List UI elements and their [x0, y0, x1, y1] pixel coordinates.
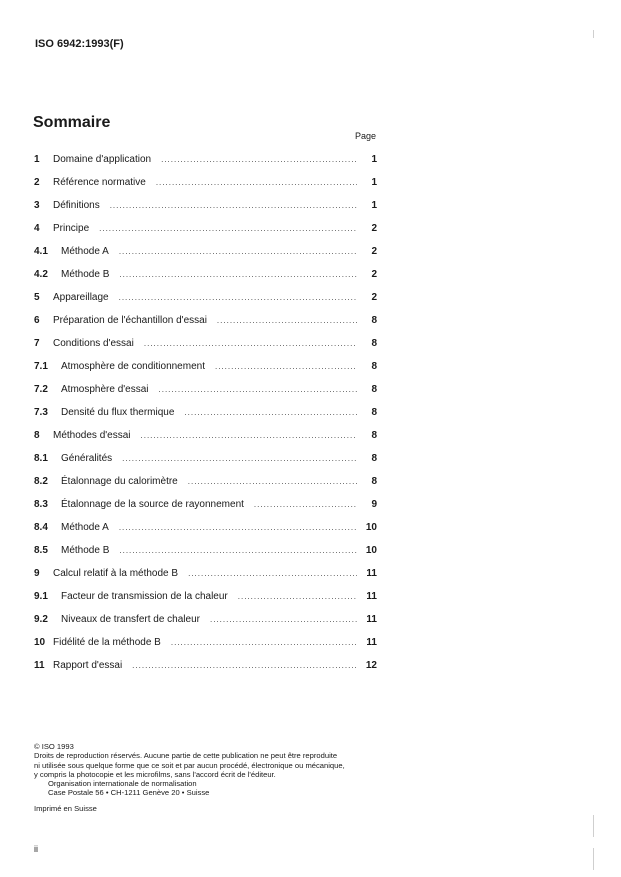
toc-entry-page: 11 [366, 614, 377, 625]
toc-dot-leader [119, 263, 357, 286]
toc-entry-page: 1 [371, 154, 377, 165]
organisation-address: Case Postale 56 • CH-1211 Genève 20 • Suisse [48, 788, 210, 798]
toc-entry-number: 9.2 [34, 614, 48, 625]
toc-entry-number: 1 [34, 154, 40, 165]
toc-entry-page: 2 [371, 246, 377, 257]
toc-entry-number: 4 [34, 223, 40, 234]
toc-entry-page: 8 [371, 430, 377, 441]
toc-entry [34, 332, 377, 355]
toc-entry-number: 8.1 [34, 453, 48, 464]
toc-entry-number: 5 [34, 292, 40, 303]
toc-entry [34, 309, 377, 332]
toc-entry-page: 8 [371, 338, 377, 349]
copyright-line: y compris la photocopie et les microfilms, sans l'accord écrit de l'éditeur. [34, 769, 276, 779]
document-header: ISO 6942:1993(F) [35, 38, 124, 50]
toc-entry-title: Méthode A [61, 246, 109, 257]
toc-dot-leader [122, 447, 357, 470]
toc-entry [34, 562, 377, 585]
toc-entry-title: Atmosphère d'essai [61, 384, 149, 395]
toc-entry-number: 7.2 [34, 384, 48, 395]
toc-entry-page: 11 [366, 568, 377, 579]
toc-entry [34, 608, 377, 631]
toc-entry [34, 286, 377, 309]
toc-entry [34, 171, 377, 194]
copyright-line: ni utilisée sous quelque forme que ce soit et par aucun procédé, électronique ou mécanique, [34, 760, 345, 770]
table-of-contents [34, 148, 377, 677]
toc-entry-page: 8 [371, 407, 377, 418]
toc-dot-leader [141, 424, 357, 447]
toc-entry-title: Étalonnage du calorimètre [61, 476, 178, 487]
toc-dot-leader [159, 378, 357, 401]
toc-dot-leader [171, 631, 357, 654]
toc-dot-leader [119, 240, 357, 263]
toc-entry-title: Définitions [53, 200, 100, 211]
toc-entry-number: 8.2 [34, 476, 48, 487]
scan-edge-mark [593, 815, 594, 837]
toc-entry-page: 2 [371, 223, 377, 234]
toc-dot-leader [119, 286, 357, 309]
toc-entry-page: 8 [371, 384, 377, 395]
toc-entry-page: 2 [371, 269, 377, 280]
toc-entry-page: 2 [371, 292, 377, 303]
toc-entry-page: 10 [365, 522, 377, 533]
toc-entry [34, 631, 377, 654]
toc-entry-title: Atmosphère de conditionnement [61, 361, 205, 372]
toc-dot-leader [217, 309, 357, 332]
copyright-line: © ISO 1993 [34, 742, 74, 751]
toc-entry-number: 8.4 [34, 522, 48, 533]
toc-entry [34, 240, 377, 263]
toc-entry [34, 447, 377, 470]
toc-entry-title: Niveaux de transfert de chaleur [61, 614, 200, 625]
toc-entry-page: 8 [371, 361, 377, 372]
scan-edge-mark [593, 848, 594, 870]
toc-entry [34, 654, 377, 677]
toc-entry-page: 12 [365, 660, 377, 671]
toc-entry-number: 8 [34, 430, 40, 441]
toc-entry-number: 7.1 [34, 361, 48, 372]
toc-entry-title: Rapport d'essai [53, 660, 123, 671]
toc-entry-title: Domaine d'application [53, 154, 152, 165]
toc-entry-title: Généralités [61, 453, 113, 464]
toc-dot-leader [188, 470, 357, 493]
toc-entry [34, 148, 377, 171]
toc-dot-leader [254, 493, 357, 516]
toc-entry [34, 585, 377, 608]
toc-entry-page: 11 [366, 591, 377, 602]
copyright-notice [34, 742, 384, 798]
toc-entry-title: Étalonnage de la source de rayonnement [61, 499, 244, 510]
toc-entry [34, 194, 377, 217]
toc-entry-number: 7 [34, 338, 40, 349]
toc-entry-number: 9 [34, 568, 40, 579]
toc-entry-title: Méthode B [61, 269, 110, 280]
toc-entry [34, 424, 377, 447]
toc-entry-title: Appareillage [53, 292, 109, 303]
toc-entry-page: 8 [371, 476, 377, 487]
organisation-name: Organisation internationale de normalisation [48, 779, 197, 789]
toc-entry-page: 10 [365, 545, 377, 556]
copyright-line: Droits de reproduction réservés. Aucune partie de cette publication ne peut être reproduite [34, 751, 338, 761]
toc-entry-number: 4.1 [34, 246, 48, 257]
toc-entry [34, 401, 377, 424]
toc-dot-leader [188, 562, 357, 585]
toc-dot-leader [238, 585, 357, 608]
toc-dot-leader [161, 148, 357, 171]
toc-entry [34, 263, 377, 286]
toc-entry [34, 378, 377, 401]
toc-dot-leader [215, 355, 357, 378]
toc-entry [34, 355, 377, 378]
page-column-label: Page [354, 131, 376, 141]
toc-dot-leader [119, 539, 357, 562]
toc-entry-title: Méthodes d'essai [53, 430, 131, 441]
toc-dot-leader [99, 217, 357, 240]
toc-dot-leader [156, 171, 357, 194]
toc-entry-number: 2 [34, 177, 40, 188]
toc-entry-number: 4.2 [34, 269, 48, 280]
toc-entry [34, 470, 377, 493]
toc-entry [34, 493, 377, 516]
toc-entry-title: Principe [53, 223, 90, 234]
toc-entry-title: Fidélité de la méthode B [53, 637, 161, 648]
toc-entry-number: 10 [34, 637, 46, 648]
toc-entry-title: Référence normative [53, 177, 146, 188]
toc-entry-number: 7.3 [34, 407, 48, 418]
toc-dot-leader [110, 194, 357, 217]
toc-entry-title: Conditions d'essai [53, 338, 134, 349]
scan-edge-mark [593, 30, 594, 38]
toc-entry [34, 516, 377, 539]
toc-entry-number: 8.3 [34, 499, 48, 510]
toc-entry-page: 11 [366, 637, 377, 648]
printed-in: Imprimé en Suisse [34, 804, 97, 813]
toc-entry-page: 1 [371, 200, 377, 211]
toc-dot-leader [119, 516, 357, 539]
toc-entry-title: Calcul relatif à la méthode B [53, 568, 179, 579]
toc-entry-page: 8 [371, 315, 377, 326]
toc-dot-leader [184, 401, 357, 424]
toc-entry-page: 1 [371, 177, 377, 188]
toc-entry [34, 217, 377, 240]
toc-entry-title: Densité du flux thermique [61, 407, 175, 418]
toc-entry-title: Méthode A [61, 522, 109, 533]
toc-entry-title: Méthode B [61, 545, 110, 556]
toc-dot-leader [132, 654, 357, 677]
toc-entry-number: 9.1 [34, 591, 48, 602]
toc-entry-page: 9 [371, 499, 377, 510]
toc-entry-number: 11 [34, 660, 45, 671]
toc-entry-number: 6 [34, 315, 40, 326]
toc-entry [34, 539, 377, 562]
page-number: ii [34, 844, 38, 854]
toc-entry-number: 3 [34, 200, 40, 211]
toc-dot-leader [144, 332, 357, 355]
toc-entry-number: 8.5 [34, 545, 48, 556]
toc-dot-leader [210, 608, 357, 631]
toc-entry-title: Préparation de l'échantillon d'essai [53, 315, 207, 326]
toc-entry-title: Facteur de transmission de la chaleur [61, 591, 228, 602]
page-title: Sommaire [33, 114, 111, 131]
toc-entry-page: 8 [371, 453, 377, 464]
